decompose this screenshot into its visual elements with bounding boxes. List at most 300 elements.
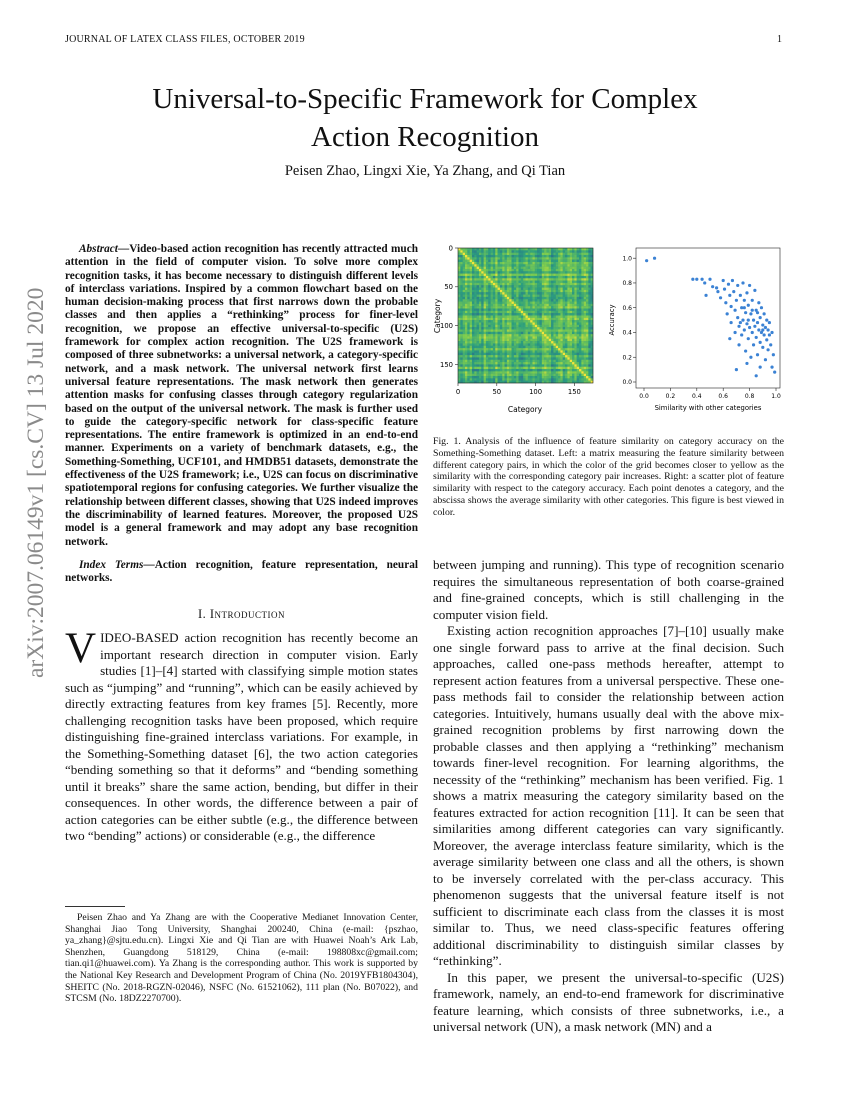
heatmap-cell [563, 248, 565, 250]
heatmap-cell [472, 334, 474, 336]
heatmap-cell [502, 274, 504, 276]
dropcap: V [65, 625, 97, 673]
heatmap-cell [537, 374, 539, 376]
heatmap-cell [514, 362, 516, 364]
heatmap-cell [546, 267, 548, 269]
heatmap-cell [470, 290, 472, 292]
heatmap-cell [535, 322, 537, 324]
heatmap-cell [463, 343, 465, 345]
heatmap-cell [558, 288, 560, 290]
heatmap-cell [546, 297, 548, 299]
heatmap-cell [491, 350, 493, 352]
heatmap-cell [479, 253, 481, 255]
heatmap-cell [542, 343, 544, 345]
heatmap-cell [532, 260, 534, 262]
heatmap-cell [465, 343, 467, 345]
heatmap-cell [502, 350, 504, 352]
heatmap-cell [509, 299, 511, 301]
heatmap-cell [528, 262, 530, 264]
heatmap-cell [570, 304, 572, 306]
heatmap-cell [574, 378, 576, 380]
heatmap-cell [528, 343, 530, 345]
heatmap-xtick-label: 50 [492, 388, 502, 396]
heatmap-cell [574, 343, 576, 345]
scatter-point [749, 356, 752, 359]
heatmap-cell [481, 269, 483, 271]
heatmap-cell [539, 360, 541, 362]
heatmap-cell [537, 341, 539, 343]
heatmap-cell [479, 369, 481, 371]
heatmap-cell [460, 278, 462, 280]
heatmap-cell [532, 336, 534, 338]
heatmap-cell [479, 262, 481, 264]
heatmap-cell [542, 292, 544, 294]
heatmap-cell [558, 292, 560, 294]
heatmap-cell [565, 262, 567, 264]
heatmap-cell [470, 288, 472, 290]
heatmap-cell [514, 364, 516, 366]
heatmap-cell [463, 374, 465, 376]
heatmap-cell [558, 255, 560, 257]
heatmap-cell [474, 306, 476, 308]
heatmap-cell [498, 311, 500, 313]
heatmap-cell [526, 297, 528, 299]
right-column [433, 557, 784, 1036]
heatmap-cell [481, 260, 483, 262]
heatmap-cell [565, 336, 567, 338]
heatmap-cell [502, 327, 504, 329]
heatmap-cell [509, 271, 511, 273]
heatmap-cell [542, 341, 544, 343]
heatmap-cell [488, 348, 490, 350]
heatmap-cell [546, 288, 548, 290]
heatmap-cell [491, 339, 493, 341]
heatmap-cell [570, 264, 572, 266]
heatmap-cell [528, 297, 530, 299]
heatmap-cell [563, 306, 565, 308]
heatmap-cell [528, 309, 530, 311]
heatmap-cell [577, 304, 579, 306]
heatmap-cell [472, 341, 474, 343]
heatmap-cell [488, 325, 490, 327]
heatmap-cell [537, 322, 539, 324]
heatmap-cell [526, 343, 528, 345]
heatmap-cell [512, 318, 514, 320]
heatmap-cell [495, 334, 497, 336]
heatmap-cell [519, 283, 521, 285]
heatmap-cell [523, 355, 525, 357]
heatmap-cell [474, 288, 476, 290]
heatmap-cell [539, 318, 541, 320]
heatmap-cell [519, 364, 521, 366]
heatmap-cell [463, 295, 465, 297]
heatmap-cell [523, 255, 525, 257]
heatmap-cell [556, 355, 558, 357]
heatmap-cell [558, 334, 560, 336]
heatmap-cell [507, 341, 509, 343]
heatmap-cell [584, 378, 586, 380]
heatmap-cell [519, 334, 521, 336]
heatmap-cell [465, 325, 467, 327]
scatter-point [737, 325, 740, 328]
heatmap-cell [530, 353, 532, 355]
heatmap-cell [551, 360, 553, 362]
heatmap-cell [519, 329, 521, 331]
heatmap-cell [472, 360, 474, 362]
heatmap-cell [516, 295, 518, 297]
heatmap-cell [588, 285, 590, 287]
heatmap-cell [584, 329, 586, 331]
heatmap-cell [549, 336, 551, 338]
heatmap-cell [512, 341, 514, 343]
heatmap-cell [486, 264, 488, 266]
heatmap-cell [491, 283, 493, 285]
heatmap-cell [572, 309, 574, 311]
heatmap-cell [488, 306, 490, 308]
heatmap-cell [472, 364, 474, 366]
heatmap-cell [528, 350, 530, 352]
heatmap-cell [539, 262, 541, 264]
heatmap-cell [567, 329, 569, 331]
heatmap-cell [556, 376, 558, 378]
heatmap-cell [535, 343, 537, 345]
heatmap-cell [526, 362, 528, 364]
heatmap-cell [519, 362, 521, 364]
heatmap-cell [528, 313, 530, 315]
scatter-point [747, 319, 750, 322]
heatmap-cell [507, 346, 509, 348]
heatmap-cell [498, 364, 500, 366]
heatmap-cell [558, 262, 560, 264]
heatmap-cell [542, 378, 544, 380]
heatmap-cell [584, 309, 586, 311]
heatmap-cell [560, 295, 562, 297]
heatmap-cell [537, 325, 539, 327]
heatmap-cell [502, 325, 504, 327]
heatmap-cell [556, 283, 558, 285]
heatmap-cell [472, 250, 474, 252]
heatmap-cell [516, 253, 518, 255]
heatmap-cell [579, 318, 581, 320]
heatmap-cell [465, 376, 467, 378]
heatmap-cell [535, 325, 537, 327]
scatter-point [736, 316, 739, 319]
heatmap-cell [563, 253, 565, 255]
heatmap-cell [577, 343, 579, 345]
heatmap-cell [544, 283, 546, 285]
heatmap-cell [523, 302, 525, 304]
heatmap-cell [463, 262, 465, 264]
heatmap-cell [537, 288, 539, 290]
heatmap-cell [560, 302, 562, 304]
heatmap-cell [588, 262, 590, 264]
heatmap-cell [579, 329, 581, 331]
heatmap-cell [565, 297, 567, 299]
heatmap-cell [535, 302, 537, 304]
heatmap-cell [581, 297, 583, 299]
heatmap-cell [535, 267, 537, 269]
heatmap-cell [537, 376, 539, 378]
heatmap-cell [502, 264, 504, 266]
heatmap-cell [500, 295, 502, 297]
heatmap-cell [481, 327, 483, 329]
heatmap-cell [537, 276, 539, 278]
heatmap-cell [535, 348, 537, 350]
heatmap-cell [512, 292, 514, 294]
heatmap-cell [495, 297, 497, 299]
heatmap-cell [521, 313, 523, 315]
heatmap-cell [474, 299, 476, 301]
heatmap-cell [532, 248, 534, 250]
heatmap-cell [519, 311, 521, 313]
heatmap-cell [544, 278, 546, 280]
heatmap-cell [500, 374, 502, 376]
heatmap-cell [493, 367, 495, 369]
heatmap-cell [509, 339, 511, 341]
heatmap-cell [458, 348, 460, 350]
heatmap-cell [570, 311, 572, 313]
heatmap-cell [514, 327, 516, 329]
heatmap-cell [581, 281, 583, 283]
heatmap-cell [509, 327, 511, 329]
heatmap-cell [546, 322, 548, 324]
heatmap-cell [502, 260, 504, 262]
heatmap-cell [493, 297, 495, 299]
heatmap-cell [505, 262, 507, 264]
heatmap-cell [486, 346, 488, 348]
heatmap-cell [470, 334, 472, 336]
heatmap-cell [588, 348, 590, 350]
heatmap-cell [516, 304, 518, 306]
heatmap-cell [563, 378, 565, 380]
heatmap-cell [526, 318, 528, 320]
heatmap-cell [458, 253, 460, 255]
heatmap-cell [493, 253, 495, 255]
heatmap-cell [530, 309, 532, 311]
heatmap-cell [519, 250, 521, 252]
heatmap-cell [528, 369, 530, 371]
heatmap-cell [553, 304, 555, 306]
heatmap-cell [500, 316, 502, 318]
heatmap-cell [572, 327, 574, 329]
heatmap-cell [491, 364, 493, 366]
heatmap-cell [588, 364, 590, 366]
heatmap-cell [479, 285, 481, 287]
heatmap-cell [553, 350, 555, 352]
heatmap-cell [560, 378, 562, 380]
heatmap-cell [458, 264, 460, 266]
heatmap-cell [551, 264, 553, 266]
heatmap-cell [556, 295, 558, 297]
heatmap-cell [509, 341, 511, 343]
scatter-point [752, 319, 755, 322]
heatmap-cell [486, 290, 488, 292]
heatmap-cell [486, 248, 488, 250]
heatmap-cell [484, 374, 486, 376]
heatmap-cell [572, 299, 574, 301]
heatmap-cell [556, 378, 558, 380]
heatmap-cell [579, 299, 581, 301]
heatmap-cell [567, 355, 569, 357]
heatmap-cell [579, 267, 581, 269]
heatmap-cell [488, 376, 490, 378]
heatmap-cell [521, 283, 523, 285]
heatmap-cell [458, 304, 460, 306]
heatmap-cell [500, 325, 502, 327]
heatmap-cell [532, 274, 534, 276]
heatmap-cell [500, 369, 502, 371]
heatmap-cell [588, 253, 590, 255]
heatmap-cell [465, 353, 467, 355]
heatmap-cell [546, 304, 548, 306]
heatmap-cell [458, 327, 460, 329]
heatmap-cell [563, 255, 565, 257]
heatmap-cell [514, 322, 516, 324]
heatmap-cell [514, 255, 516, 257]
heatmap-cell [523, 374, 525, 376]
heatmap-cell [493, 327, 495, 329]
heatmap-cell [530, 318, 532, 320]
heatmap-cell [472, 297, 474, 299]
heatmap-cell [516, 292, 518, 294]
heatmap-cell [549, 348, 551, 350]
heatmap-cell [551, 290, 553, 292]
heatmap-cell [570, 325, 572, 327]
heatmap-cell [558, 327, 560, 329]
scatter-xtick-label: 1.0 [771, 393, 781, 400]
heatmap-cell [539, 369, 541, 371]
heatmap-cell [516, 250, 518, 252]
heatmap-cell [519, 374, 521, 376]
heatmap-cell [493, 362, 495, 364]
heatmap-cell [486, 304, 488, 306]
heatmap-cell [488, 281, 490, 283]
heatmap-cell [463, 355, 465, 357]
heatmap-cell [465, 309, 467, 311]
heatmap-cell [532, 285, 534, 287]
index-terms-label: Index Terms [79, 558, 144, 571]
heatmap-cell [546, 336, 548, 338]
heatmap-cell [491, 346, 493, 348]
scatter-frame [636, 248, 780, 388]
heatmap-cell [574, 357, 576, 359]
heatmap-cell [507, 339, 509, 341]
heatmap-cell [467, 334, 469, 336]
heatmap-cell [474, 329, 476, 331]
heatmap-cell [586, 264, 588, 266]
heatmap-cell [498, 276, 500, 278]
heatmap-cell [567, 353, 569, 355]
heatmap-cell [565, 367, 567, 369]
heatmap-cell [498, 346, 500, 348]
heatmap-cell [512, 288, 514, 290]
heatmap-cell [507, 250, 509, 252]
heatmap-cell [467, 353, 469, 355]
heatmap-cell [516, 346, 518, 348]
heatmap-cell [519, 357, 521, 359]
heatmap-cell [477, 357, 479, 359]
heatmap-cell [463, 320, 465, 322]
heatmap-cell [481, 336, 483, 338]
heatmap-cell [574, 306, 576, 308]
heatmap-cell [458, 355, 460, 357]
heatmap-cell [523, 250, 525, 252]
heatmap-cell [556, 357, 558, 359]
heatmap-cell [491, 357, 493, 359]
heatmap-cell [565, 248, 567, 250]
heatmap-cell [560, 290, 562, 292]
heatmap-cell [521, 336, 523, 338]
heatmap-cell [549, 329, 551, 331]
heatmap-cell [542, 334, 544, 336]
heatmap-cell [535, 339, 537, 341]
heatmap-cell [528, 250, 530, 252]
heatmap-cell [584, 355, 586, 357]
heatmap-cell [539, 341, 541, 343]
heatmap-cell [586, 257, 588, 259]
heatmap-cell [560, 346, 562, 348]
heatmap-cell [574, 271, 576, 273]
scatter-point [719, 296, 722, 299]
heatmap-cell [507, 267, 509, 269]
heatmap-cell [565, 346, 567, 348]
heatmap-cell [516, 353, 518, 355]
heatmap-cell [460, 329, 462, 331]
heatmap-cell [498, 374, 500, 376]
heatmap-cell [551, 343, 553, 345]
heatmap-cell [477, 360, 479, 362]
heatmap-cell [565, 274, 567, 276]
heatmap-cell [502, 255, 504, 257]
heatmap-cell [467, 264, 469, 266]
heatmap-cell [586, 250, 588, 252]
heatmap-cell [584, 285, 586, 287]
heatmap-cell [567, 257, 569, 259]
scatter-point [728, 294, 731, 297]
heatmap-cell [526, 367, 528, 369]
heatmap-cell [505, 325, 507, 327]
heatmap-cell [488, 336, 490, 338]
heatmap-cell [486, 353, 488, 355]
heatmap-cell [581, 269, 583, 271]
heatmap-cell [495, 376, 497, 378]
heatmap-cell [491, 376, 493, 378]
heatmap-cell [586, 378, 588, 380]
heatmap-cell [467, 322, 469, 324]
heatmap-cell [526, 302, 528, 304]
heatmap-cell [558, 378, 560, 380]
heatmap-cell [528, 346, 530, 348]
heatmap-cell [470, 299, 472, 301]
heatmap-cell [509, 297, 511, 299]
heatmap-cell [463, 360, 465, 362]
heatmap-cell [463, 348, 465, 350]
heatmap-cell [577, 295, 579, 297]
heatmap-cell [486, 302, 488, 304]
heatmap-cell [549, 327, 551, 329]
heatmap-cell [537, 297, 539, 299]
heatmap-cell [467, 318, 469, 320]
heatmap-cell [523, 371, 525, 373]
heatmap-cell [530, 290, 532, 292]
heatmap-cell [570, 332, 572, 334]
heatmap-cell [565, 257, 567, 259]
heatmap-cell [519, 369, 521, 371]
heatmap-cell [484, 297, 486, 299]
heatmap-cell [477, 348, 479, 350]
heatmap-cell [474, 334, 476, 336]
heatmap-cell [463, 371, 465, 373]
